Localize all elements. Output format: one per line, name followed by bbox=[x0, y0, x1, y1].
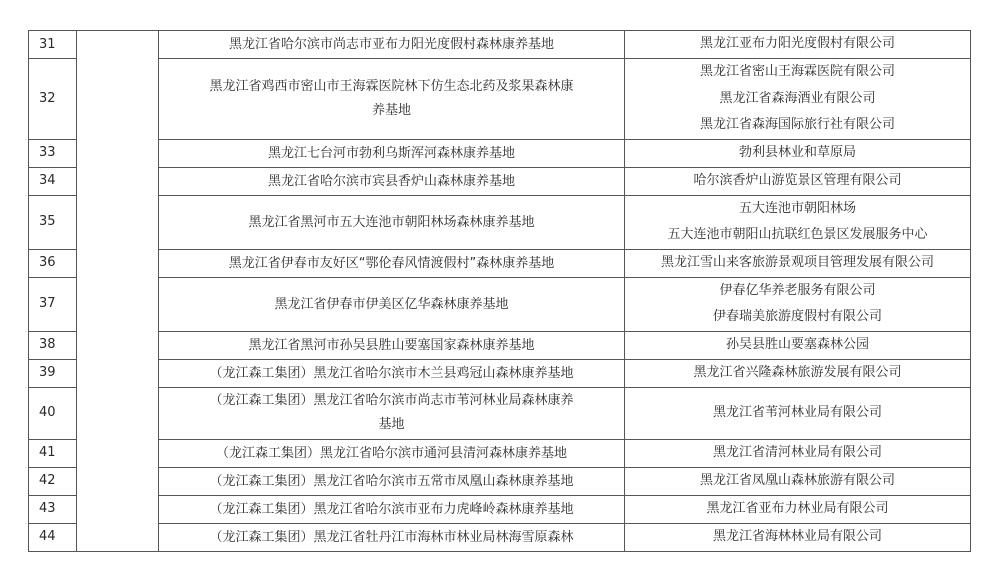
base-name-line: （龙江森工集团）黑龙江省哈尔滨市木兰县鸡冠山森林康养基地 bbox=[209, 365, 574, 381]
region-cell bbox=[77, 331, 159, 359]
operator-cell bbox=[625, 331, 971, 359]
base-name-line: （龙江森工集团）黑龙江省哈尔滨市五常市凤凰山森林康养基地 bbox=[209, 473, 574, 489]
base-name-cell bbox=[159, 439, 625, 467]
base-name-line: 黑龙江省鸡西市密山市王海霖医院林下仿生态北药及浆果森林康 bbox=[209, 78, 574, 94]
base-name-cell bbox=[159, 331, 625, 359]
operator-cell bbox=[625, 359, 971, 387]
base-name-line: 黑龙江省黑河市孙吴县胜山要塞国家森林康养基地 bbox=[248, 337, 535, 353]
base-name-line: 基地 bbox=[378, 417, 405, 432]
table-row bbox=[29, 195, 971, 249]
row-number: 36 bbox=[29, 249, 77, 277]
region-cell bbox=[77, 249, 159, 277]
operator-name: 黑龙江省密山王海霖医院有限公司 bbox=[699, 64, 895, 79]
base-name-line: 黑龙江省伊春市友好区“鄂伦春风情渡假村”森林康养基地 bbox=[228, 255, 555, 271]
operator-name: 五大连池市朝阳山抗联红色景区发展服务中心 bbox=[667, 227, 928, 242]
row-number: 38 bbox=[29, 331, 77, 359]
operator-cell bbox=[625, 139, 971, 167]
row-number: 39 bbox=[29, 359, 77, 387]
base-name-cell bbox=[159, 523, 625, 551]
operator-name: 黑龙江省清河林业局有限公司 bbox=[712, 444, 882, 460]
operator-cell bbox=[625, 195, 971, 249]
operator-name: 哈尔滨香炉山游览景区管理有限公司 bbox=[693, 172, 902, 188]
operator-name: 勃利县林业和草原局 bbox=[738, 144, 856, 160]
row-number: 34 bbox=[29, 167, 77, 195]
base-name-line: （龙江森工集团）黑龙江省哈尔滨市通河县清河森林康养基地 bbox=[215, 445, 567, 461]
operator-cell bbox=[625, 439, 971, 467]
row-number: 32 bbox=[29, 59, 77, 140]
row-number: 41 bbox=[29, 439, 77, 467]
base-name-cell bbox=[159, 387, 625, 439]
base-name-cell bbox=[159, 249, 625, 277]
row-number: 35 bbox=[29, 195, 77, 249]
base-name-line: 养基地 bbox=[371, 102, 411, 118]
row-number: 31 bbox=[29, 31, 77, 59]
operator-cell bbox=[625, 495, 971, 523]
operator-name: 黑龙江雪山来客旅游景观项目管理发展有限公司 bbox=[660, 254, 934, 270]
operator-cell bbox=[625, 523, 971, 551]
row-number: 33 bbox=[29, 139, 77, 167]
operator-name: 黑龙江省兴隆森林旅游发展有限公司 bbox=[693, 364, 902, 380]
table-row bbox=[29, 331, 971, 359]
operator-cell bbox=[625, 387, 971, 439]
base-name-cell bbox=[159, 31, 625, 59]
operator-name: 孙吴县胜山要塞森林公园 bbox=[725, 336, 869, 352]
region-cell bbox=[77, 359, 159, 387]
operator-name: 黑龙江省亚布力林业局有限公司 bbox=[706, 500, 889, 516]
region-cell bbox=[77, 167, 159, 195]
row-number: 42 bbox=[29, 467, 77, 495]
operator-name: 黑龙江省森海酒业有限公司 bbox=[719, 90, 876, 106]
base-name-line: 黑龙江省哈尔滨市宾县香炉山森林康养基地 bbox=[267, 173, 515, 189]
base-name-line: 黑龙江省伊春市伊美区亿华森林康养基地 bbox=[274, 296, 509, 312]
region-cell bbox=[77, 439, 159, 467]
operator-cell bbox=[625, 59, 971, 140]
base-name-line: （龙江森工集团）黑龙江省牡丹江市海林市林业局林海雪原森林 bbox=[209, 529, 574, 545]
operator-name: 黑龙江省海林林业局有限公司 bbox=[712, 528, 882, 544]
base-name-cell bbox=[159, 467, 625, 495]
table-body bbox=[29, 31, 971, 552]
table-row bbox=[29, 31, 971, 59]
table-row bbox=[29, 167, 971, 195]
row-number: 43 bbox=[29, 495, 77, 523]
table-row bbox=[29, 387, 971, 439]
operator-name: 黑龙江亚布力阳光度假村有限公司 bbox=[699, 36, 895, 52]
operator-name: 黑龙江省苇河林业局有限公司 bbox=[712, 404, 882, 420]
region-cell bbox=[77, 195, 159, 249]
base-name-cell bbox=[159, 195, 625, 249]
operator-name: 五大连池市朝阳林场 bbox=[738, 200, 856, 216]
table-row bbox=[29, 495, 971, 523]
base-name-line: 黑龙江七台河市勃利乌斯浑河森林康养基地 bbox=[267, 145, 515, 161]
region-cell bbox=[77, 59, 159, 140]
base-name-cell bbox=[159, 277, 625, 331]
base-name-line: 黑龙江省黑河市五大连池市朝阳林场森林康养基地 bbox=[248, 214, 535, 230]
base-name-cell bbox=[159, 495, 625, 523]
operator-name: 黑龙江省森海国际旅行社有限公司 bbox=[699, 117, 895, 132]
base-name-cell bbox=[159, 139, 625, 167]
operator-name: 黑龙江省凤凰山森林旅游有限公司 bbox=[699, 472, 895, 488]
base-name-line: （龙江森工集团）黑龙江省哈尔滨市亚布力虎峰岭森林康养基地 bbox=[209, 501, 574, 517]
table-row bbox=[29, 439, 971, 467]
table-row bbox=[29, 359, 971, 387]
operator-cell bbox=[625, 167, 971, 195]
operator-cell bbox=[625, 31, 971, 59]
base-name-cell bbox=[159, 167, 625, 195]
operator-name: 伊春瑞美旅游度假村有限公司 bbox=[712, 309, 882, 324]
base-name-line: 黑龙江省哈尔滨市尚志市亚布力阳光度假村森林康养基地 bbox=[228, 37, 554, 52]
operator-cell bbox=[625, 277, 971, 331]
operator-cell bbox=[625, 467, 971, 495]
region-cell bbox=[77, 467, 159, 495]
table-row bbox=[29, 467, 971, 495]
base-name-cell bbox=[159, 359, 625, 387]
base-name-cell bbox=[159, 59, 625, 140]
operator-name: 伊春亿华养老服务有限公司 bbox=[719, 282, 876, 298]
row-number: 44 bbox=[29, 523, 77, 551]
row-number: 37 bbox=[29, 277, 77, 331]
base-name-line: （龙江森工集团）黑龙江省哈尔滨市尚志市苇河林业局森林康养 bbox=[209, 393, 574, 408]
row-number: 40 bbox=[29, 387, 77, 439]
region-cell bbox=[77, 31, 159, 59]
region-cell bbox=[77, 495, 159, 523]
region-cell bbox=[77, 139, 159, 167]
region-cell bbox=[77, 387, 159, 439]
operator-cell bbox=[625, 249, 971, 277]
table-row bbox=[29, 523, 971, 551]
table-row bbox=[29, 59, 971, 140]
table-row bbox=[29, 139, 971, 167]
region-cell bbox=[77, 277, 159, 331]
table-row bbox=[29, 277, 971, 331]
region-cell bbox=[77, 523, 159, 551]
forest-wellness-base-table bbox=[28, 30, 971, 552]
table-row bbox=[29, 249, 971, 277]
